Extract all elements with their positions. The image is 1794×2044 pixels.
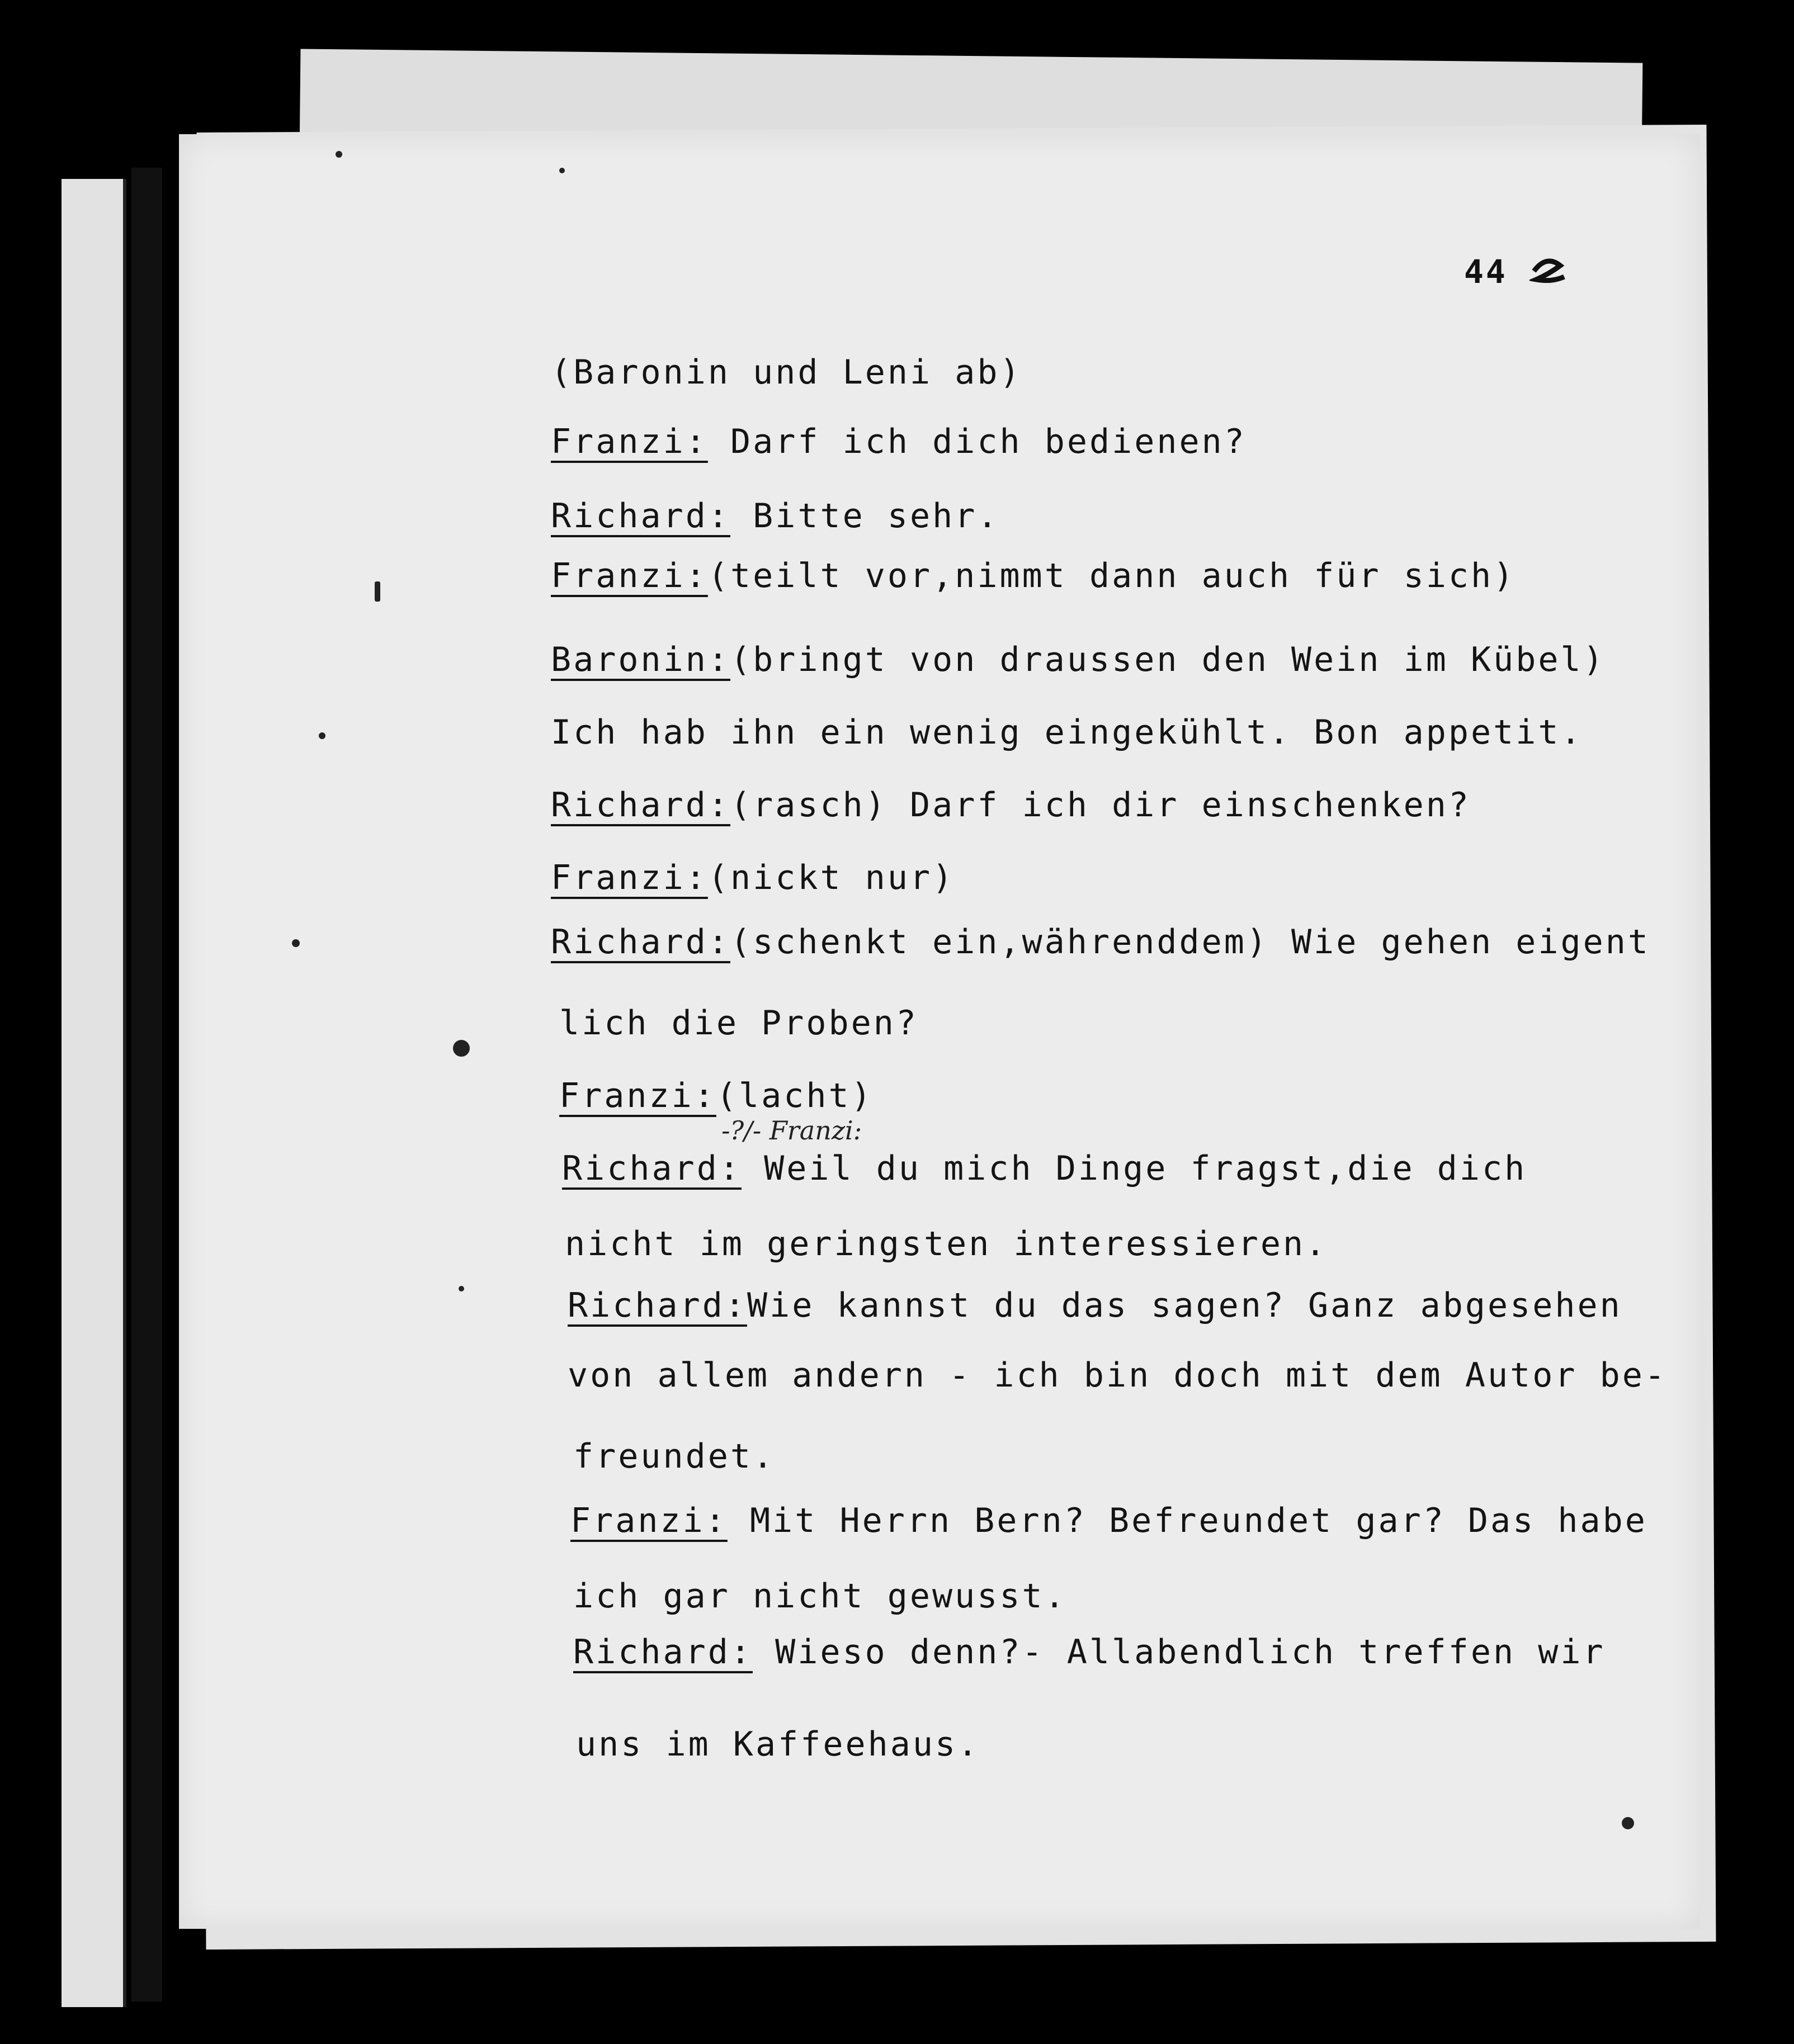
script-line [565,1224,1328,1264]
script-line [559,1076,874,1115]
script-line [576,1725,980,1764]
script-line [551,922,1651,962]
script-line [573,1437,776,1476]
paper-speck [292,939,300,947]
script-line [573,1633,1606,1672]
speaker-label: Richard: [568,1286,747,1325]
script-line [573,1577,1067,1616]
dialogue-text: von allem andern - ich bin doch mit dem Autor be- [568,1356,1668,1395]
script-line [551,713,1583,752]
dialogue-text: uns im Kaffeehaus. [576,1725,980,1764]
dialogue-text: (nickt nur) [707,858,955,897]
dialogue-text: nicht im geringsten interessieren. [565,1224,1328,1264]
dialogue-text: Weil du mich Dinge fragst,die dich [741,1149,1527,1188]
dialogue-text: Ich hab ihn ein wenig eingekühlt. Bon appetit. [551,713,1583,752]
sheet-edge-strip [62,179,126,2007]
script-line [570,1501,1647,1540]
paper-speck [1622,1817,1634,1829]
paper-speck [336,151,342,158]
dialogue-text: Mit Herrn Bern? Befreundet gar? Das habe [727,1501,1647,1540]
dialogue-text: freundet. [573,1437,776,1476]
dialogue-text: lich die Proben? [559,1004,918,1043]
speaker-label: Richard: [551,786,730,825]
dialogue-text: (schenkt ein,währenddem) Wie gehen eigent [730,922,1651,962]
script-line [551,640,1606,679]
paper-speck [453,1040,470,1057]
script-line [551,858,955,897]
script-line [568,1356,1668,1395]
script-line [568,1286,1622,1325]
dialogue-text: Bitte sehr. [730,496,1000,536]
speaker-label: Franzi: [570,1501,728,1540]
paper-speck [459,1286,464,1291]
stage-direction: (Baronin und Leni ab) [551,353,1022,392]
dialogue-text: (rasch) Darf ich dir einschenken? [730,786,1471,825]
script-line [559,1004,918,1043]
speaker-label: Richard: [562,1149,742,1188]
speaker-label: Richard: [573,1633,753,1672]
script-line [551,422,1247,461]
dialogue-text: Darf ich dich bedienen? [707,422,1247,461]
dialogue-text: (lacht) [716,1076,874,1115]
sheet-edge-shadow [131,168,162,2002]
handwritten-annotation: -?/- Franzi: [721,1115,862,1146]
dialogue-text: Wieso denn?- Allabendlich treffen wir [752,1633,1606,1672]
speaker-label: Baronin: [551,640,730,679]
dialogue-text: Wie kannst du das sagen? Ganz abgesehen [747,1286,1622,1325]
paper-speck [319,732,325,739]
page-number: 44 [1464,253,1508,291]
handwritten-page-mark [1529,249,1569,288]
speaker-label: Franzi: [551,422,708,461]
speaker-label: Richard: [551,922,730,962]
script-line [551,496,1000,536]
script-line [562,1149,1527,1188]
script-line [551,556,1516,595]
speaker-label: Richard: [551,496,730,536]
dialogue-text: (bringt von draussen den Wein im Kübel) [730,640,1606,679]
speaker-label: Franzi: [551,556,708,595]
dialogue-text: (teilt vor,nimmt dann auch für sich) [707,556,1516,595]
speaker-label: Franzi: [559,1076,716,1115]
speaker-label: Franzi: [551,858,708,897]
script-line [551,786,1471,825]
paper-speck [559,168,565,173]
dialogue-text: ich gar nicht gewusst. [573,1577,1067,1616]
paper-speck [375,581,380,602]
script-line [551,353,1022,392]
